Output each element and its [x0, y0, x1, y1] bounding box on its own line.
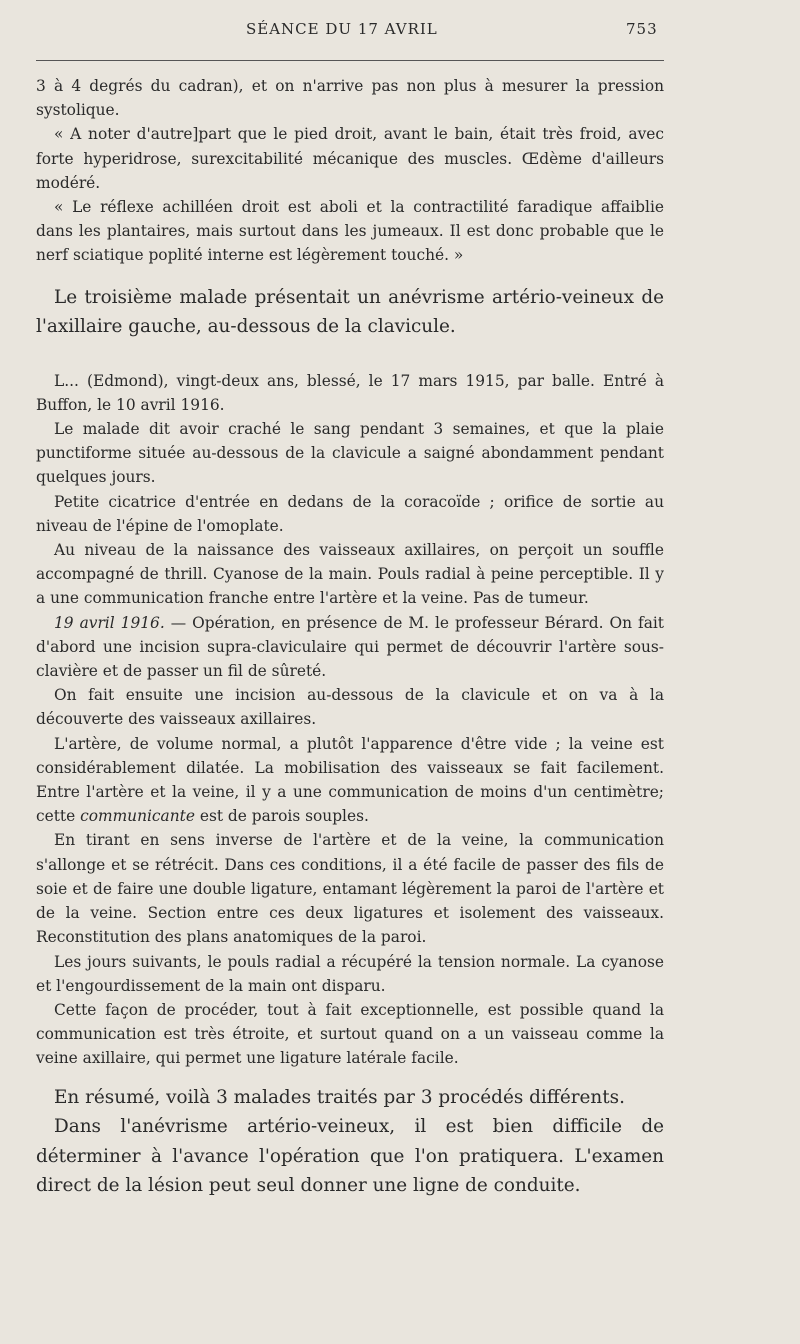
- page-number: 753: [626, 20, 658, 38]
- term-communicante: communicante: [80, 807, 195, 826]
- paragraph-11: [36, 732, 664, 829]
- page-header: [36, 20, 668, 44]
- paragraph-4: Le troisième malade présentait un anévrisme artério-veineux de l'axillaire gauche, au-dessous de la clavicule.: [36, 286, 664, 338]
- paragraph-11-text-b: est de parois souples.: [194, 807, 369, 826]
- running-title: SÉANCE DU 17 AVRIL: [246, 20, 438, 38]
- operation-date: 19 avril 1916.: [54, 613, 165, 632]
- paragraph-10: On fait ensuite une incision au-dessous de la clavicule et on va à la découverte des vaisseaux axillaires.: [36, 686, 664, 729]
- paragraph-14: Cette façon de procéder, tout à fait exceptionnelle, est possible quand la communication est très étroite, et surtout quand on a un vaisseau comme la veine axillaire, qui permet une ligature latérale facile.: [36, 1000, 664, 1068]
- paragraph-8: Au niveau de la naissance des vaisseaux axillaires, on perçoit un souffle accompagné de thrill. Cyanose de la main. Pouls radial à peine perceptible. Il y a une communication franche entre l'artère et la veine. Pas de tumeur.: [36, 541, 664, 608]
- paragraph-6: Le malade dit avoir craché le sang pendant 3 semaines, et que la plaie punctiforme située au-dessous de la clavicule a saigné abondamment pendant quelques jours.: [36, 420, 664, 487]
- paragraph-13: Les jours suivants, le pouls radial a récupéré la tension normale. La cyanose et l'engourdissement de la main ont disparu.: [36, 952, 664, 995]
- paragraph-1: 3 à 4 degrés du cadran), et on n'arrive pas non plus à mesurer la pression systolique.: [36, 77, 664, 120]
- paragraph-16: Dans l'anévrisme artério-veineux, il est bien difficile de déterminer à l'avance l'opération que l'on pratiquera. L'examen direct de la lésion peut seul donner une ligne de conduite.: [36, 1116, 664, 1197]
- paragraph-3: « Le réflexe achilléen droit est aboli et la contractilité faradique affaiblie dans les plantaires, mais surtout dans les jumeaux. Il est donc probable que le nerf sciatique poplité interne est légèrement touché. »: [36, 198, 664, 265]
- paragraph-5: L... (Edmond), vingt-deux ans, blessé, le 17 mars 1915, par balle. Entré à Buffon, le 10 avril 1916.: [36, 371, 664, 414]
- body-text: [36, 74, 664, 1201]
- paragraph-11-text-a: L'artère, de volume normal, a plutôt l'apparence d'être vide ; la veine est considérablement dilatée. La mobilisation des vaisseaux se fait facilement. Entre l'artère et la veine, il y a une communication de moins d'un centimètre; cette: [36, 734, 664, 826]
- paragraph-12: En tirant en sens inverse de l'artère et de la veine, la communication s'allonge et se rétrécit. Dans ces conditions, il a été facile de passer des fils de soie et de faire une double ligature, entamant légèrement la paroi de l'artère et de la veine. Section entre ces deux ligatures et isolement des vaisseaux. Reconstitution des plans anatomiques de la paroi.: [36, 831, 664, 947]
- paragraph-7: Petite cicatrice d'entrée en dedans de la coracoïde ; orifice de sortie au niveau de l'épine de l'omoplate.: [36, 492, 664, 535]
- paragraph-15: En résumé, voilà 3 malades traités par 3 procédés différents.: [54, 1086, 625, 1108]
- header-rule: [36, 60, 664, 61]
- paragraph-9: [36, 611, 664, 684]
- paragraph-9-text: — Opération, en présence de M. le professeur Bérard. On fait d'abord une incision supra-claviculaire qui permet de découvrir l'artère sous-clavière et de passer un fil de sûreté.: [36, 613, 664, 681]
- paragraph-2: « A noter d'autre]part que le pied droit, avant le bain, était très froid, avec forte hyperidrose, surexcitabilité mécanique des muscles. Œdème d'ailleurs modéré.: [36, 125, 664, 192]
